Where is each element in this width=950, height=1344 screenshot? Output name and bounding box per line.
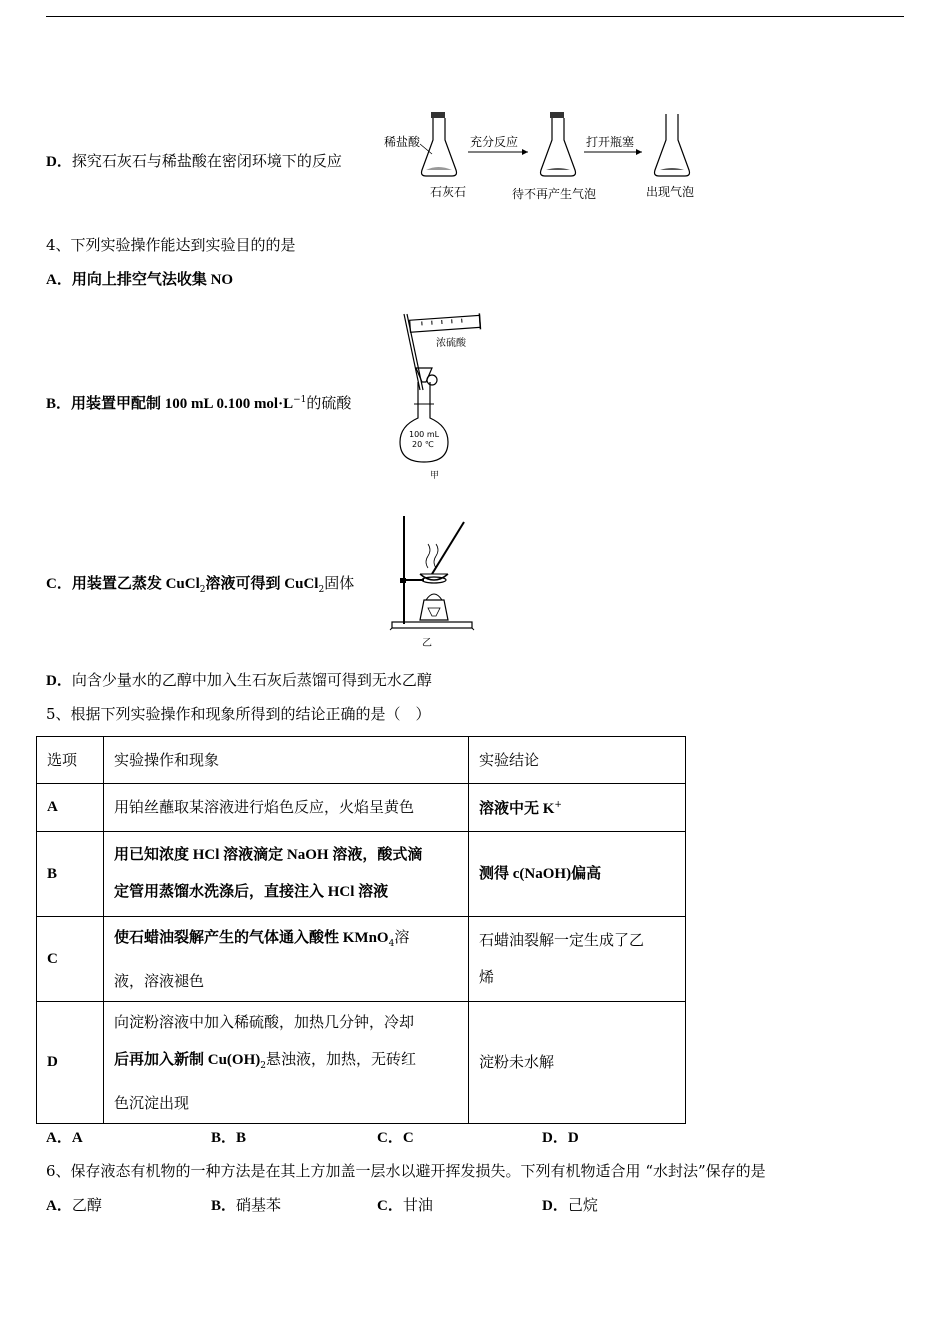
choice-text: 己烷 [567,1196,598,1214]
label-20c: 20 ℃ [412,440,434,449]
option-text-3: 固体 [324,574,355,592]
flask-3 [655,114,690,176]
arrow2-label: 打开瓶塞 [586,135,635,149]
choice-text: 甘油 [402,1196,433,1214]
q6-stem: 6、保存液态有机物的一种方法是在其上方加盖一层水以避开挥发损失。下列有机物适合用 “水封法”保存的是 [46,1162,766,1180]
choice-letter: B． [211,1198,237,1214]
operation-line-2: 液，溶液褪色 [114,971,205,990]
choice-d[interactable] [542,1195,598,1216]
label-conc-h2so4: 浓硫酸 [436,338,466,349]
option-superscript: −1 [293,395,307,405]
row-operation [104,917,469,1002]
header-operation: 实验操作和现象 [104,737,469,784]
option-sub-1: 2 [199,585,206,595]
option-sub-2: 2 [318,585,325,595]
caption-yi: 乙 [422,638,432,649]
choice-text: C [402,1130,414,1146]
choice-a[interactable] [46,1127,83,1148]
choice-letter: D． [542,1130,568,1146]
q4-option-d [46,670,432,691]
flask-1 [422,112,457,176]
label-no-bubbles: 待不再产生气泡 [512,187,597,201]
operation-line-3: 色沉淀出现 [114,1093,190,1112]
operation-line-2: 定管用蒸馏水洗涤后，直接注入 HCl 溶液 [114,884,389,900]
operation-text-end: 悬浊液，加热，无砖红 [266,1049,417,1068]
caption-jia: 甲 [430,471,440,480]
row-option: B [37,832,104,917]
apparatus-yi-figure [386,512,476,650]
row-option: D [37,1002,104,1124]
row-option: C [37,917,104,1002]
label-dilute-hcl: 稀盐酸 [384,135,421,149]
option-text: 用向上排空气法收集 NO [71,272,234,288]
choice-d[interactable] [542,1127,579,1148]
operation-line-1: 向淀粉溶液中加入稀硫酸，加热几分钟，冷却 [114,1012,415,1031]
operation-line-1: 用已知浓度 HCl 溶液滴定 NaOH 溶液，酸式滴 [114,847,423,863]
q4-stem: 4、下列实验操作能达到实验目的的是 [46,236,296,254]
label-bubbles: 出现气泡 [646,185,695,199]
choice-c[interactable] [377,1127,414,1148]
option-text: 探究石灰石与稀盐酸在密闭环境下的反应 [71,152,342,170]
choice-text: A [71,1130,83,1146]
operation-line-2 [114,1041,458,1085]
flask-reaction-figure [380,104,710,206]
row-conclusion [469,917,686,1002]
conclusion-line-2: 烯 [479,968,495,986]
choice-letter: C． [377,1130,403,1146]
choice-a[interactable] [46,1195,102,1216]
table-row-a [37,784,686,832]
label-100ml: 100 mL [409,430,440,439]
table-row-b [37,832,686,917]
option-text-end: 的硫酸 [306,394,352,412]
row-operation: 用铂丝蘸取某溶液进行焰色反应，火焰呈黄色 [104,784,469,832]
option-text-1: 用装置乙蒸发 CuCl [71,576,200,592]
header-option: 选项 [37,737,104,784]
operation-text-end: 溶 [394,927,410,946]
choice-b[interactable] [211,1195,281,1216]
apparatus-jia-figure [392,310,492,480]
conclusion-text: 溶液中无 K [479,801,555,817]
option-text-2: 溶液可得到 CuCl [205,576,319,592]
header-rule [46,16,904,17]
row-operation [104,832,469,917]
conclusion-line-1: 石蜡油裂解一定生成了乙 [479,931,645,949]
row-operation [104,1002,469,1124]
option-letter: D． [46,154,72,170]
q3-option-d [46,151,342,172]
option-letter: B． [46,396,72,412]
choice-letter: A． [46,1198,72,1214]
option-letter: A． [46,272,72,288]
label-limestone: 石灰石 [430,185,467,199]
choice-letter: B． [211,1130,237,1146]
operation-text: 使石蜡油裂解产生的气体通入酸性 KMnO [114,929,389,946]
choice-b[interactable] [211,1127,246,1148]
choice-text: 乙醇 [71,1196,102,1214]
option-text: 用装置甲配制 100 mL 0.100 mol·L [71,396,294,412]
option-letter: C． [46,576,72,592]
q5-choices [46,1127,906,1147]
option-text: 向含少量水的乙醇中加入生石灰后蒸馏可得到无水乙醇 [71,671,432,689]
flask-2 [541,112,576,176]
choice-letter: D． [542,1198,568,1214]
option-letter: D． [46,673,72,689]
operation-line-1 [114,919,458,963]
q5-stem: 5、根据下列实验操作和现象所得到的结论正确的是（ ） [46,705,431,723]
choice-c[interactable] [377,1195,433,1216]
q6-choices [46,1195,906,1215]
header-conclusion: 实验结论 [469,737,686,784]
row-conclusion [469,784,686,832]
table-header-row [37,737,686,784]
row-conclusion: 测得 c(NaOH)偏高 [469,832,686,917]
q4-option-b [46,390,351,414]
q4-option-c [46,573,354,600]
table-row-d [37,1002,686,1124]
q5-table [36,736,686,1124]
operation-sub: 2 [260,1060,266,1071]
operation-text: 后再加入新制 Cu(OH) [114,1051,261,1068]
row-option: A [37,784,104,832]
choice-letter: C． [377,1198,403,1214]
choice-text: D [567,1130,579,1146]
table-row-c [37,917,686,1002]
choice-text: B [236,1130,247,1146]
row-conclusion: 淀粉未水解 [469,1002,686,1124]
choice-text: 硝基苯 [236,1196,282,1214]
arrow1-label: 充分反应 [470,135,519,149]
choice-letter: A． [46,1130,72,1146]
conclusion-sup: + [554,800,562,810]
operation-sub: 4 [388,938,395,949]
q4-option-a [46,269,233,290]
